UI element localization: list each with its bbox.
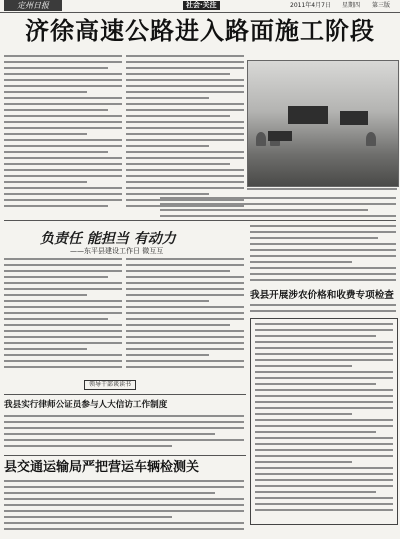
- lead-headline: 济徐高速公路进入路面施工阶段: [25, 17, 375, 45]
- feature-subhead: ——东平县建设工作日 微互互: [70, 247, 164, 255]
- photo-caption: [247, 188, 397, 194]
- feature-body-col-2: [126, 258, 244, 376]
- tree-shape: [256, 132, 266, 146]
- right-upper-body: [250, 225, 396, 287]
- column-tag: 领导干部谈读书: [84, 380, 136, 390]
- roller-machine: [340, 111, 368, 125]
- feature-body-col-1: [4, 258, 122, 376]
- masthead-logo: 定州日报: [4, 0, 62, 11]
- lead-body-col-1: [4, 55, 122, 215]
- feature-kicker: 负责任 能担当 有动力: [40, 231, 176, 247]
- section-divider: [4, 455, 246, 456]
- issue-date: 2011年4月7日: [290, 2, 331, 9]
- page-number: 第三版: [372, 2, 391, 9]
- transport-headline: 县交通运输局严把营运车辆检测关: [4, 460, 200, 475]
- price-inspection-body: [250, 304, 396, 316]
- roller-machine: [268, 131, 292, 141]
- section-tag: 社会·关注: [183, 1, 220, 10]
- masthead-bar: [0, 0, 400, 13]
- tree-shape: [366, 132, 376, 146]
- transport-body: [4, 480, 244, 536]
- issue-weekday: 星期四: [342, 2, 361, 9]
- section-divider: [4, 394, 246, 395]
- lead-body-col-3: [160, 197, 396, 219]
- construction-photo: [247, 60, 399, 187]
- price-inspection-headline: 我县开展涉农价格和收费专项检查: [250, 290, 394, 301]
- lead-body-col-2: [126, 55, 244, 215]
- paver-machine: [288, 106, 328, 124]
- sidebar-body: [255, 323, 393, 519]
- section-divider: [4, 220, 396, 221]
- sidebar-box: [250, 318, 398, 525]
- lawyer-headline: 我县实行律师公证员参与人大信访工作制度: [4, 400, 168, 410]
- lawyer-body: [4, 415, 244, 451]
